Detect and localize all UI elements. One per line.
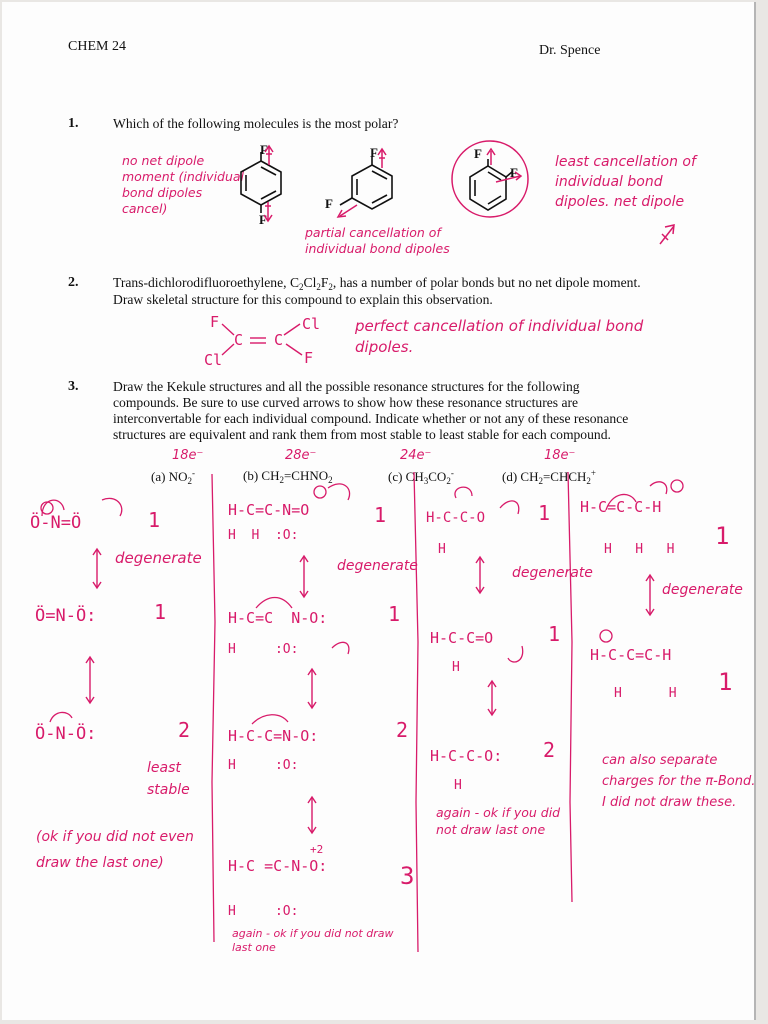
dipole-arrows-1-icon <box>264 146 273 221</box>
e-count-a: 18e⁻ <box>172 448 204 463</box>
c-rank-3: 2 <box>543 738 556 762</box>
question-3-line2: compounds. Be sure to use curved arrows to show how these resonance structures are <box>113 395 579 410</box>
d-struct-2-main: H-C-C=C-H <box>590 646 672 664</box>
c-rank-1: 1 <box>538 501 551 525</box>
c-note-last: again - ok if you did not draw last one <box>436 805 561 837</box>
c-struct-3-main: H-C-C-O: <box>430 747 503 765</box>
mol2-f-top: F <box>370 145 378 160</box>
b-struct-4-main: H-C =C-N-O: <box>228 857 328 875</box>
compound-b: (b) $CH_2=CHNO_2$ <box>243 468 333 485</box>
question-2-number: 2. <box>68 275 79 290</box>
b-note-last: again - ok if you did not draw last one <box>232 927 394 954</box>
net-dipole-arrow-icon <box>660 225 674 244</box>
a-note-least-stable: least stable <box>147 760 190 798</box>
a-struct-2: Ö=N-Ö: <box>35 606 97 626</box>
dipole-arrows-2-icon <box>338 149 386 217</box>
resonance-arrows <box>86 549 654 833</box>
b-struct-1-sub: H H :O: <box>228 528 299 543</box>
question-3-line3: interconvertable for each individual compound. Indicate whether or not any of these resonance <box>113 411 629 426</box>
drawing-overlay <box>2 2 754 1020</box>
benzene-ring-3-icon <box>470 159 512 210</box>
dipole-arrows-3-icon <box>487 149 521 182</box>
worksheet-page <box>2 2 756 1020</box>
a-rank-1: 1 <box>148 508 161 532</box>
question-1-number: 1. <box>68 116 79 131</box>
b-struct-4-sub: H :O: <box>228 904 299 919</box>
c-struct-2-main: H-C-C=O <box>430 629 494 647</box>
b-rank-4: 3 <box>400 862 415 890</box>
benzene-ring-2-icon <box>340 157 392 209</box>
note-mol3: least cancellation of individual bond dipoles. net dipole <box>555 154 696 210</box>
q2-cl-top: Cl <box>302 315 321 333</box>
a-rank-2: 1 <box>154 600 167 624</box>
q2-f-bottom: F <box>304 349 314 367</box>
a-note-degenerate: degenerate <box>115 549 202 567</box>
c-rank-2: 1 <box>548 622 561 646</box>
b-rank-3: 2 <box>396 718 409 742</box>
c-struct-1-main: H-C-C-O <box>426 510 486 526</box>
note-mol1: no net dipole moment (individual bond dipoles cancel) <box>122 153 245 216</box>
b-charge: +2 <box>310 843 324 856</box>
c-note-degenerate: degenerate <box>512 565 593 581</box>
d-struct-1-main: H-C=C-C-H <box>580 498 662 516</box>
compound-a: (a) $NO_2^-$ <box>151 468 195 486</box>
note-mol2: partial cancellation of individual bond dipoles <box>305 225 450 256</box>
q2-cl-bottom: Cl <box>204 351 223 369</box>
question-3-number: 3. <box>68 379 79 394</box>
compound-d: (d) $CH_2=CHCH_2^+$ <box>502 468 596 486</box>
b-struct-1-main: H-C=C-N=O <box>228 501 310 519</box>
course-title: CHEM 24 <box>68 39 126 54</box>
compound-c: (c) $CH_3CO_2^-$ <box>388 468 454 486</box>
mol3-f-top: F <box>474 146 482 161</box>
q2-c2: C <box>274 331 284 349</box>
mol1-f-top: F <box>260 142 268 157</box>
a-note-last: (ok if you did not even draw the last one) <box>36 829 194 871</box>
curved-electron-arrows <box>41 480 683 724</box>
column-dividers <box>212 472 572 952</box>
e-count-c: 24e⁻ <box>400 448 432 463</box>
c-struct-1-sub: H <box>438 542 446 557</box>
b-rank-2: 1 <box>388 602 401 626</box>
benzene-ring-1-icon <box>241 152 281 213</box>
e-count-b: 28e⁻ <box>285 448 317 463</box>
mol3-f-side: F <box>510 165 518 180</box>
question-1-text: Which of the following molecules is the most polar? <box>113 116 399 131</box>
q2-f-top: F <box>210 313 220 331</box>
d-note-degenerate: degenerate <box>662 582 743 598</box>
b-struct-3-main: H-C-C=N-O: <box>228 727 319 745</box>
d-note-separate: can also separate charges for the π-Bond. I did not draw these. <box>602 753 756 810</box>
b-struct-2-main: H-C=C N-O: <box>228 609 328 627</box>
question-3-line4: structures are equivalent and rank them from most stable to least stable for each compound. <box>113 427 611 442</box>
b-note-degenerate: degenerate <box>337 558 418 574</box>
d-struct-2-sub: H H <box>614 686 677 701</box>
c-struct-2-sub: H <box>452 660 460 675</box>
question-3-line1: Draw the Kekule structures and all the possible resonance structures for the following <box>113 379 580 394</box>
note-q2: perfect cancellation of individual bond dipoles. <box>355 317 644 356</box>
mol2-f-side: F <box>325 196 333 211</box>
question-2-line1: Trans-dichlorodifluoroethylene, $C_2Cl_2F_2$, has a number of polar bonds but no net dipole moment. <box>113 275 641 292</box>
b-struct-3-sub: H :O: <box>228 758 299 773</box>
d-rank-2: 1 <box>718 668 733 696</box>
a-struct-1: Ö-N=Ö <box>30 513 82 533</box>
d-rank-1: 1 <box>715 522 730 550</box>
b-struct-2-sub: H :O: <box>228 642 299 657</box>
a-struct-3: Ö-N-Ö: <box>35 724 97 744</box>
question-2-line2: Draw skeletal structure for this compound to explain this observation. <box>113 292 493 307</box>
q2-c1: C <box>234 331 244 349</box>
b-rank-1: 1 <box>374 503 387 527</box>
instructor-name: Dr. Spence <box>539 43 601 58</box>
d-struct-1-sub: H H H <box>604 542 675 557</box>
c-struct-3-sub: H <box>454 778 462 793</box>
a-rank-3: 2 <box>178 718 191 742</box>
e-count-d: 18e⁻ <box>544 448 576 463</box>
q2-skeletal-bonds-icon <box>222 324 302 355</box>
mol1-f-bottom: F <box>259 212 267 227</box>
